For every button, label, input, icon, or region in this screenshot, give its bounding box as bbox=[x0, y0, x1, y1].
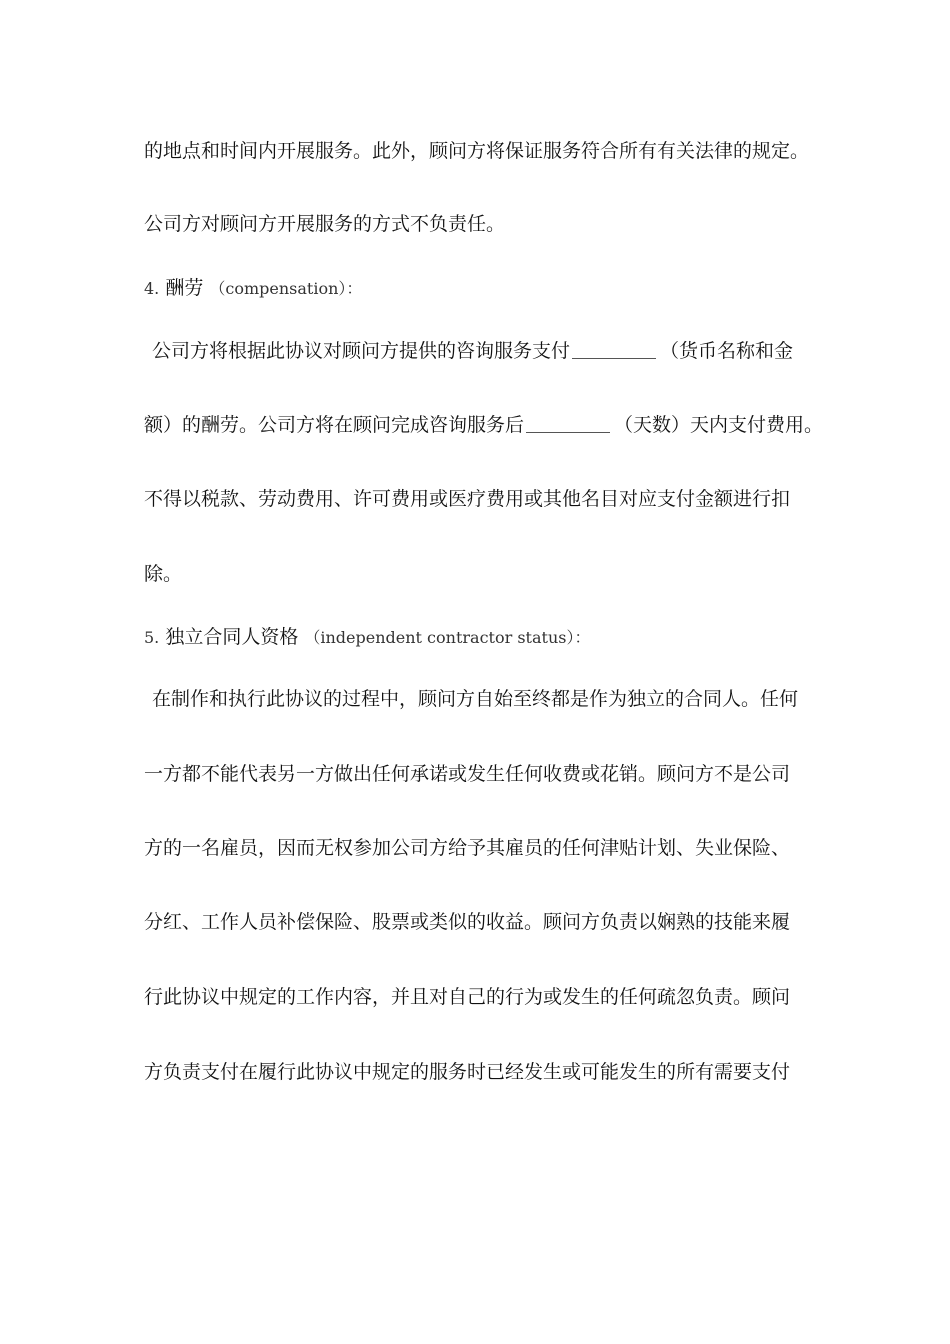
section-number: 5. bbox=[144, 628, 160, 647]
text-run: （货币名称和金 bbox=[660, 340, 794, 362]
paragraph-line: 分红、工作人员补偿保险、股票或类似的收益。顾问方负责以娴熟的技能来履 bbox=[144, 911, 791, 933]
paragraph-line: 除。 bbox=[144, 563, 183, 585]
paragraph-line bbox=[152, 338, 793, 364]
section-title-en: （compensation）： bbox=[209, 279, 363, 298]
paragraph-line bbox=[144, 412, 823, 438]
paragraph-line: 方的一名雇员，因而无权参加公司方给予其雇员的任何津贴计划、失业保险、 bbox=[144, 837, 791, 859]
paragraph-line: 行此协议中规定的工作内容，并且对自己的行为或发生的任何疏忽负责。顾问 bbox=[144, 986, 791, 1008]
section-number: 4. bbox=[144, 279, 160, 298]
section-title-en: （independent contractor status）： bbox=[304, 628, 591, 647]
fill-in-blank-currency bbox=[572, 340, 656, 359]
text-run: （天数）天内支付费用。 bbox=[614, 414, 824, 436]
section-title: 酬劳 bbox=[165, 277, 204, 299]
fill-in-blank-days bbox=[526, 414, 610, 433]
paragraph-line: 一方都不能代表另一方做出任何承诺或发生任何收费或花销。顾问方不是公司 bbox=[144, 763, 791, 785]
paragraph-line: 方负责支付在履行此协议中规定的服务时已经发生或可能发生的所有需要支付 bbox=[144, 1061, 791, 1083]
paragraph-line: 公司方对顾问方开展服务的方式不负责任。 bbox=[144, 213, 506, 235]
section-4-heading bbox=[144, 275, 362, 302]
text-run: 额）的酬劳。公司方将在顾问完成咨询服务后 bbox=[144, 414, 525, 436]
section-5-heading bbox=[144, 624, 590, 651]
paragraph-line: 的地点和时间内开展服务。此外，顾问方将保证服务符合所有有关法律的规定。 bbox=[144, 140, 810, 162]
section-title: 独立合同人资格 bbox=[165, 626, 299, 648]
paragraph-line: 不得以税款、劳动费用、许可费用或医疗费用或其他名目对应支付金额进行扣 bbox=[144, 488, 791, 510]
paragraph-line: 在制作和执行此协议的过程中，顾问方自始至终都是作为独立的合同人。任何 bbox=[152, 688, 799, 710]
text-run: 公司方将根据此协议对顾问方提供的咨询服务支付 bbox=[152, 340, 571, 362]
